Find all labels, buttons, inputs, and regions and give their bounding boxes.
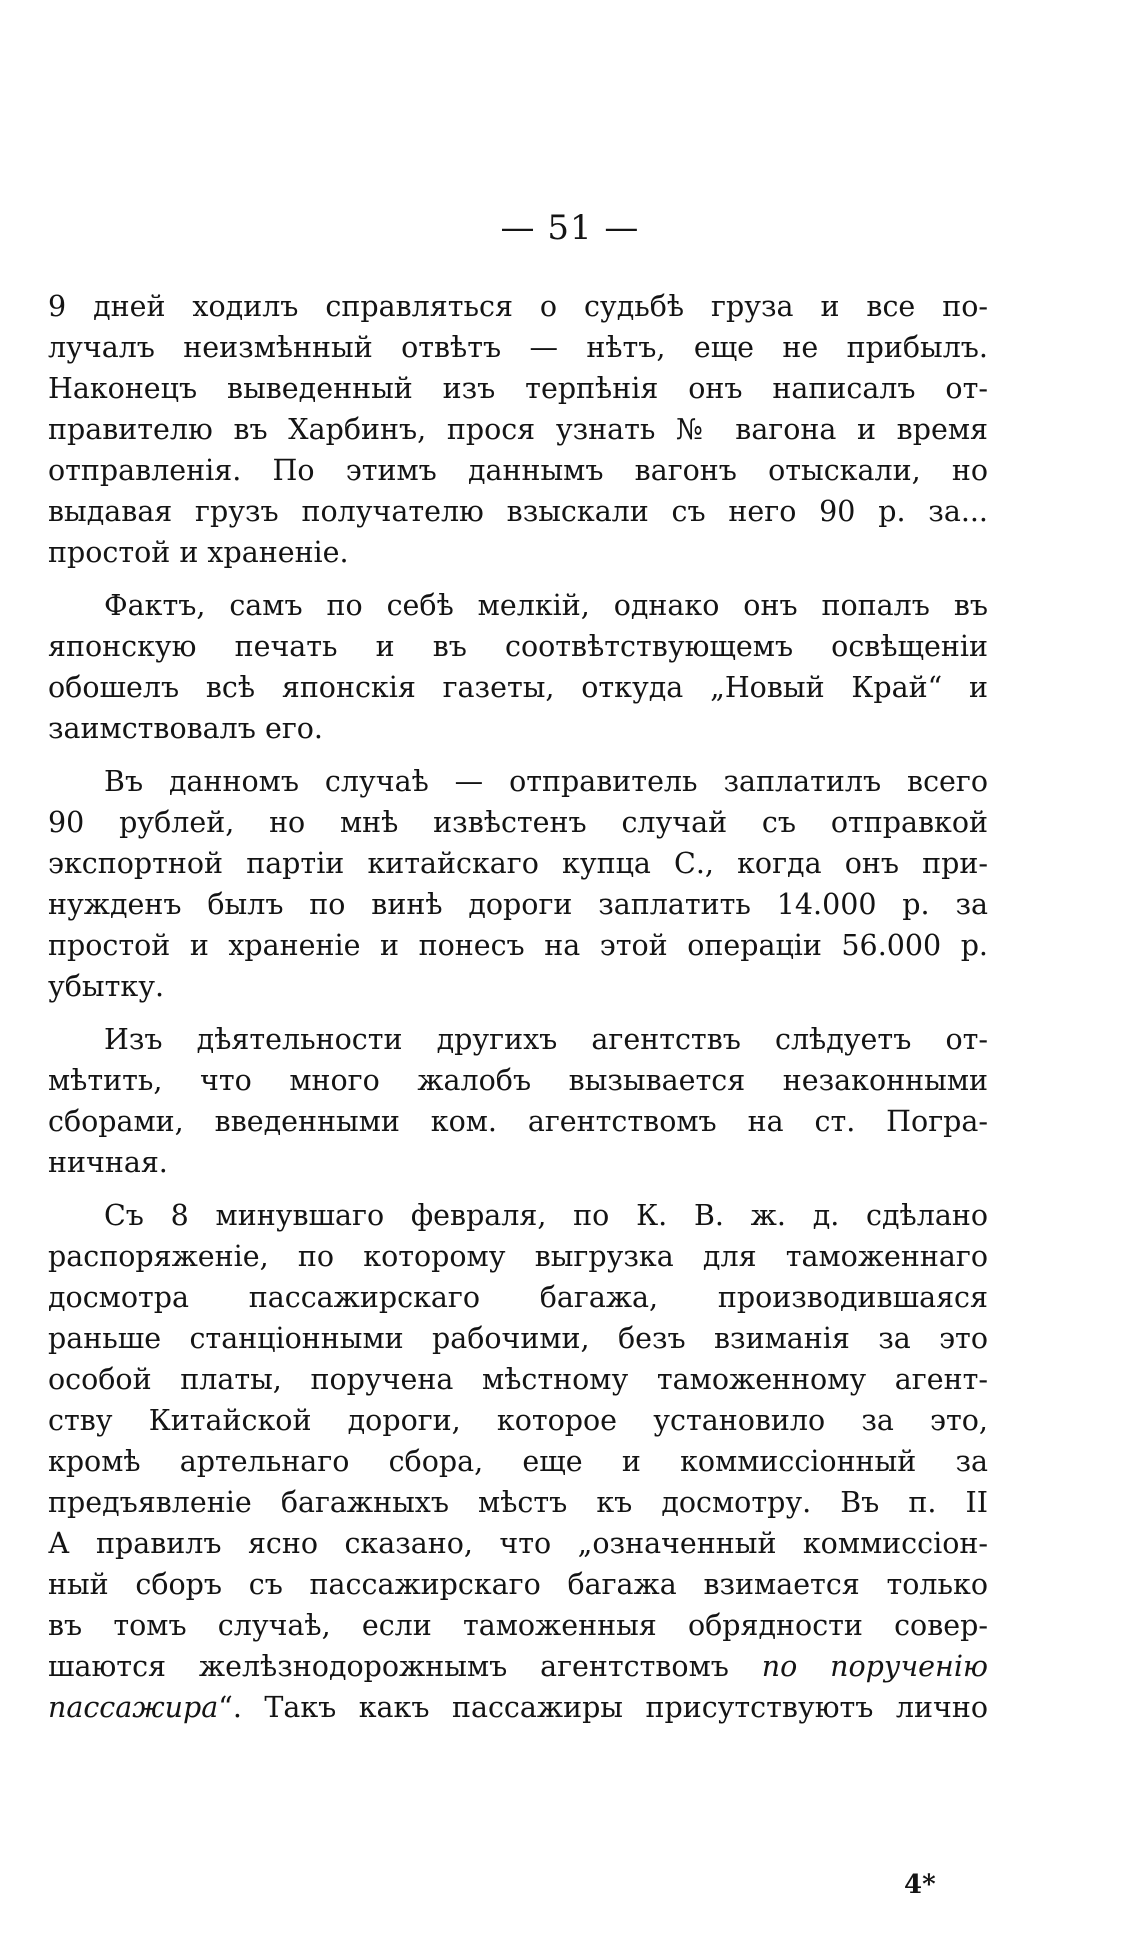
signature-mark: 4* xyxy=(904,1870,936,1900)
text-line: лучалъ неизмѣнный отвѣтъ — нѣтъ, еще не прибылъ. xyxy=(48,331,988,364)
text-line: Наконецъ выведенный изъ терпѣнія онъ написалъ от- xyxy=(48,372,988,405)
text-line: кромѣ артельнаго сбора, еще и коммиссіонный за xyxy=(48,1445,988,1478)
text-line: Изъ дѣятельности другихъ агентствъ слѣдуетъ от- xyxy=(104,1023,988,1056)
text-line: заимствовалъ его. xyxy=(48,712,323,745)
text-line xyxy=(48,1687,988,1728)
paragraph xyxy=(48,585,988,749)
text-line: раньше станціонными рабочими, безъ взиманія за это xyxy=(48,1322,988,1355)
text-line: предъявленіе багажныхъ мѣстъ къ досмотру. Въ п. II xyxy=(48,1486,988,1519)
text-line: отправленія. По этимъ даннымъ вагонъ отыскали, но xyxy=(48,454,988,487)
text-line: Въ данномъ случаѣ — отправитель заплатилъ всего xyxy=(104,765,988,798)
text-line: 9 дней ходилъ справляться о судьбѣ груза и все по- xyxy=(48,290,988,323)
text-line: правителю въ Харбинъ, прося узнать № вагона и время xyxy=(48,413,988,446)
text-line: убытку. xyxy=(48,970,165,1003)
italic-text: пассажира xyxy=(48,1691,219,1724)
paragraph xyxy=(48,1019,988,1183)
text-line: Съ 8 минувшаго февраля, по К. В. ж. д. сдѣлано xyxy=(104,1199,988,1232)
text-line: обошелъ всѣ японскія газеты, откуда „Новый Край“ и xyxy=(48,671,988,704)
text-line: простой и храненіе и понесъ на этой операціи 56.000 р. xyxy=(48,929,988,962)
text-line: А правилъ ясно сказано, что „означенный коммиссіон- xyxy=(48,1527,988,1560)
text-line: выдавая грузъ получателю взыскали съ него 90 р. за... xyxy=(48,495,988,528)
italic-text: по порученію xyxy=(761,1650,989,1683)
paragraph xyxy=(48,286,988,573)
text-line: въ томъ случаѣ, если таможенныя обрядности совер- xyxy=(48,1609,988,1642)
paragraph xyxy=(48,761,988,1007)
text-line xyxy=(48,1646,988,1687)
text-line: простой и храненіе. xyxy=(48,536,349,569)
text-line: особой платы, поручена мѣстному таможенному агент- xyxy=(48,1363,988,1396)
text-line: Фактъ, самъ по себѣ мелкій, однако онъ попалъ въ xyxy=(104,589,988,622)
text-line: ный сборъ съ пассажирскаго багажа взимается только xyxy=(48,1568,988,1601)
text-line: нужденъ былъ по винѣ дороги заплатить 14.000 р. за xyxy=(48,888,988,921)
text-line: распоряженіе, по которому выгрузка для таможеннаго xyxy=(48,1240,988,1273)
text-span: “. Такъ какъ пассажиры присутствуютъ лично xyxy=(218,1691,988,1724)
text-span: шаются желѣзнодорожнымъ агентствомъ xyxy=(48,1650,729,1683)
text-line: досмотра пассажирскаго багажа, производившаяся xyxy=(48,1281,988,1314)
text-line: сборами, введенными ком. агентствомъ на ст. Погра- xyxy=(48,1105,988,1138)
body-text xyxy=(48,286,988,1728)
paragraph xyxy=(48,1195,988,1728)
text-line: японскую печать и въ соотвѣтствующемъ освѣщеніи xyxy=(48,630,988,663)
text-line: ству Китайской дороги, которое установило за это, xyxy=(48,1404,988,1437)
text-line: 90 рублей, но мнѣ извѣстенъ случай съ отправкой xyxy=(48,806,988,839)
page-number: — 51 — xyxy=(500,208,640,248)
text-line: экспортной партіи китайскаго купца С., когда онъ при- xyxy=(48,847,988,880)
text-line: мѣтить, что много жалобъ вызывается незаконными xyxy=(48,1064,988,1097)
text-line: ничная. xyxy=(48,1146,168,1179)
